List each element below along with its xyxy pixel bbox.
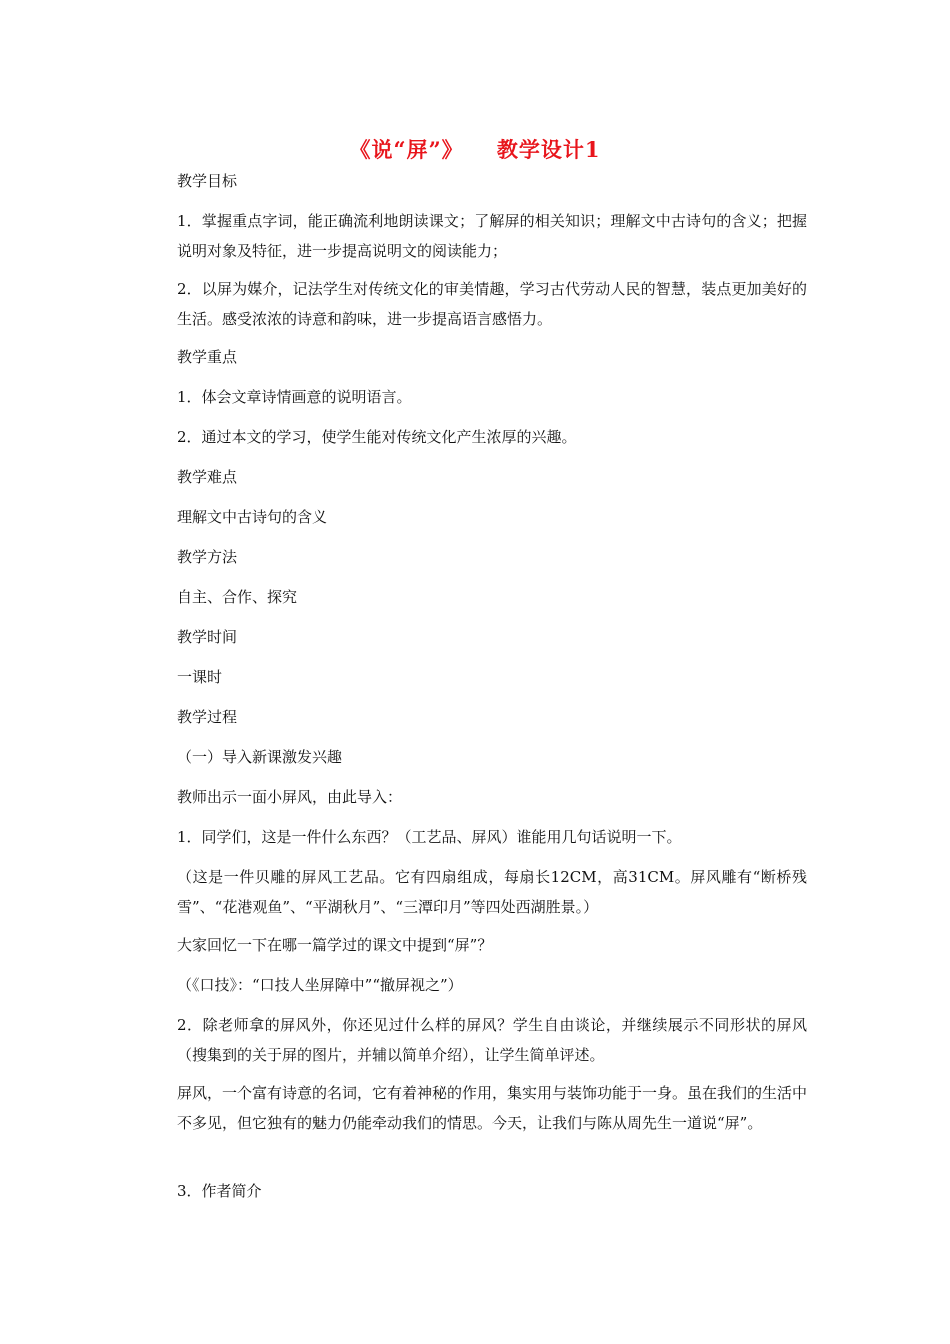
paragraph-author-intro: 3．作者简介 xyxy=(177,1182,262,1200)
paragraph-answer-1: （这是一件贝雕的屏风工艺品。它有四扇组成，每扇长12CM，高31CM。屏风雕有“断桥残雪”、“花港观鱼”、“平湖秋月”、“三潭印月”等四处西湖胜景。） xyxy=(177,868,807,916)
paragraph-methods: 自主、合作、探究 xyxy=(177,588,298,606)
section-heading-intro: （一）导入新课激发兴趣 xyxy=(177,748,343,766)
paragraph-intro: 教师出示一面小屏风，由此导入： xyxy=(177,788,403,806)
paragraph-recall-answer: （《口技》：“口技人坐屏障中”“撤屏视之”） xyxy=(177,976,463,994)
paragraph-key-point-1: 1．体会文章诗情画意的说明语言。 xyxy=(177,388,412,406)
heading-process: 教学过程 xyxy=(177,708,238,726)
heading-key-points: 教学重点 xyxy=(177,348,238,366)
heading-time: 教学时间 xyxy=(177,628,238,646)
paragraph-question-2: 2．除老师拿的屏风外，你还见过什么样的屏风？学生自由谈论，并继续展示不同形状的屏风（搜集到的关于屏的图片，并辅以简单介绍），让学生简单评述。 xyxy=(177,1016,807,1064)
paragraph-time: 一课时 xyxy=(177,668,223,686)
heading-methods: 教学方法 xyxy=(177,548,238,566)
paragraph-objective-2: 2．以屏为媒介，记法学生对传统文化的审美情趣，学习古代劳动人民的智慧，装点更加美好的生活。感受浓浓的诗意和韵味，进一步提高语言感悟力。 xyxy=(177,280,807,328)
paragraph-recall: 大家回忆一下在哪一篇学过的课文中提到“屏”？ xyxy=(177,936,493,954)
heading-objectives: 教学目标 xyxy=(177,172,238,190)
paragraph-question-1: 1．同学们，这是一件什么东西？（工艺品、屏风）谁能用几句话说明一下。 xyxy=(177,828,682,846)
paragraph-difficulty: 理解文中古诗句的含义 xyxy=(177,508,328,526)
paragraph-objective-1: 1．掌握重点字词，能正确流利地朗读课文；了解屏的相关知识；理解文中古诗句的含义；把握说明对象及特征，进一步提高说明文的阅读能力； xyxy=(177,212,807,260)
paragraph-key-point-2: 2．通过本文的学习，使学生能对传统文化产生浓厚的兴趣。 xyxy=(177,428,577,446)
heading-difficulties: 教学难点 xyxy=(177,468,238,486)
paragraph-screen-intro: 屏风，一个富有诗意的名词，它有着神秘的作用，集实用与装饰功能于一身。虽在我们的生活中不多见，但它独有的魅力仍能牵动我们的情思。今天，让我们与陈从周先生一道说“屏”。 xyxy=(177,1084,808,1132)
document-title: 《说“屏”》 教学设计1 xyxy=(349,137,601,162)
